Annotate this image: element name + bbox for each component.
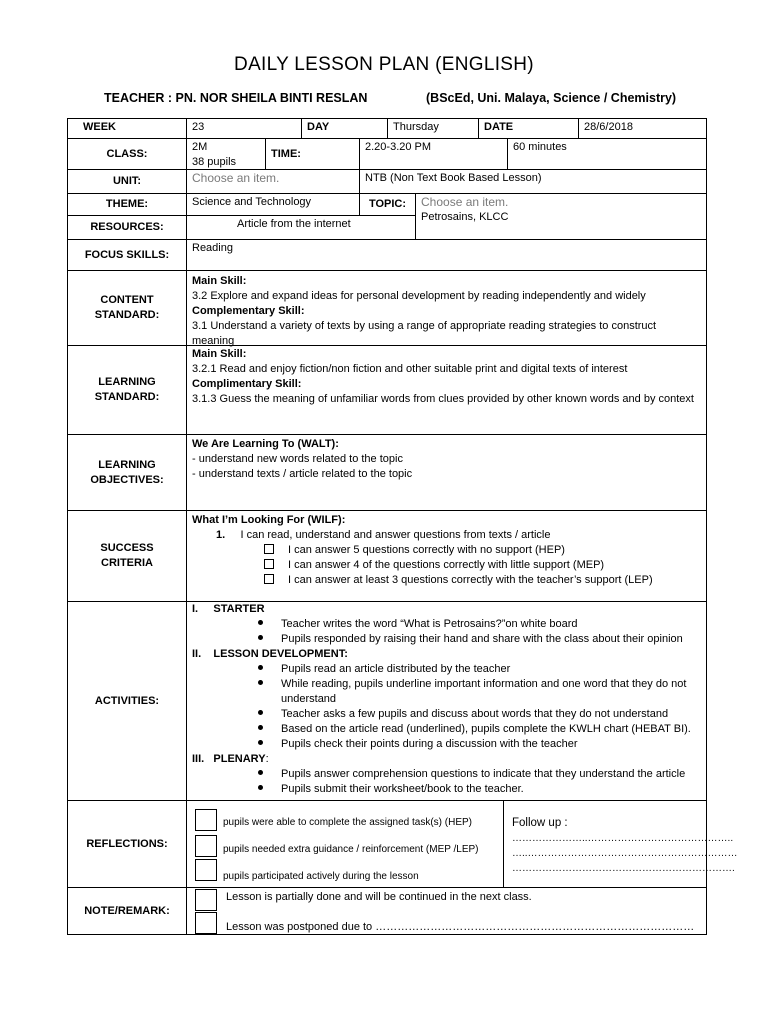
cs-comp-title: Complementary Skill:: [192, 305, 305, 317]
plenary-num: III.: [192, 753, 205, 765]
success-text: [186, 510, 707, 602]
unit-dropdown[interactable]: Choose an item.: [186, 169, 360, 194]
activities-label: ACTIVITIES:: [67, 601, 187, 801]
bullet-icon: [258, 725, 263, 730]
week-label: WEEK: [67, 118, 187, 139]
activity-item: [192, 722, 701, 737]
ls-comp: 3.1.3 Guess the meaning of unfamiliar words from clues provided by other known words and by context: [192, 393, 694, 405]
learning-standard-text: [186, 345, 707, 435]
starter-title: STARTER: [213, 603, 265, 615]
content-standard-label-line1: CONTENT: [100, 294, 154, 306]
class-label: CLASS:: [67, 138, 187, 170]
walt-title: We Are Learning To (WALT):: [192, 438, 339, 450]
reflections-label: REFLECTIONS:: [67, 800, 187, 888]
activity-text: Pupils responded by raising their hand and share with the class about their opinion: [281, 633, 683, 645]
content-standard-label: [67, 270, 187, 346]
activity-text: Based on the article read (underlined), pupils complete the KWLH chart (HEBAT BI).: [281, 723, 691, 735]
bullet-icon: [258, 635, 263, 640]
reflection-text: pupils were able to complete the assigned task(s) (HEP): [223, 817, 473, 828]
activity-item: [192, 767, 701, 782]
theme-value: Science and Technology: [186, 193, 360, 216]
reflection-checkbox[interactable]: [195, 809, 217, 831]
wilf-number: 1.: [216, 529, 226, 541]
activity-item: [192, 617, 701, 632]
walt-item: - understand texts / article related to the topic: [192, 468, 413, 480]
bullet-icon: [258, 740, 263, 745]
objectives-label-line1: LEARNING: [98, 458, 156, 471]
date-value: 28/6/2018: [578, 118, 707, 139]
cs-comp: 3.1 Understand a variety of texts by using a range of appropriate reading strategies to construct meaning: [192, 320, 657, 347]
day-value: Thursday: [387, 118, 479, 139]
day-label: DAY: [301, 118, 388, 139]
activity-item: [192, 737, 701, 752]
wilf-item-text: I can answer 4 of the questions correctly with little support (MEP): [288, 559, 605, 571]
bullet-icon: [258, 680, 263, 685]
date-label: DATE: [478, 118, 579, 139]
class-pupils: 38 pupils: [192, 156, 237, 168]
note-text: Lesson is partially done and will be continued in the next class.: [226, 891, 532, 903]
wilf-item-text: I can answer 5 questions correctly with no support (HEP): [288, 544, 565, 556]
activities-text: [186, 601, 707, 801]
objectives-label-line2: OBJECTIVES:: [90, 473, 164, 486]
reflection-checkbox[interactable]: [195, 835, 217, 857]
ls-comp-title: Complimentary Skill:: [192, 378, 302, 390]
activity-item: [192, 632, 701, 647]
reflection-text: pupils needed extra guidance / reinforcement (MEP /LEP): [223, 844, 479, 855]
page-title: DAILY LESSON PLAN (ENGLISH): [234, 54, 534, 75]
reflection-checkbox[interactable]: [195, 859, 217, 881]
development-num: II.: [192, 648, 202, 660]
walt-item: - understand new words related to the topic: [192, 453, 403, 465]
activity-text: Pupils check their points during a discussion with the teacher: [281, 738, 578, 750]
checkbox-icon[interactable]: [264, 544, 274, 554]
bullet-icon: [258, 770, 263, 775]
development-heading: [192, 647, 701, 662]
content-standard-label-line2: STANDARD:: [94, 309, 160, 321]
success-label-line2: CRITERIA: [101, 557, 153, 569]
resources-value: Article from the internet: [186, 215, 416, 240]
follow-up-line[interactable]: ………………………………………………………….: [512, 863, 735, 874]
wilf-item: [192, 573, 701, 588]
theme-label: THEME:: [67, 193, 187, 216]
ls-main: 3.2.1 Read and enjoy fiction/non fiction and other suitable print and digital texts of interest: [192, 363, 628, 375]
success-label: [67, 510, 187, 602]
topic-dropdown[interactable]: Choose an item.: [421, 195, 509, 209]
activity-text: Pupils read an article distributed by the teacher: [281, 663, 511, 675]
wilf-item-text: I can answer at least 3 questions correctly with the teacher’s support (LEP): [288, 574, 653, 586]
activity-item: [192, 662, 701, 677]
activity-item: [192, 707, 701, 722]
content-standard-text: [186, 270, 707, 346]
week-value: 23: [186, 118, 302, 139]
reflections-list: [186, 800, 504, 888]
note-checkbox[interactable]: [195, 912, 217, 934]
wilf-main: [192, 528, 701, 543]
plenary-title: PLENARY: [213, 753, 266, 765]
follow-up-line[interactable]: …………………..……………………………………..: [512, 833, 734, 844]
duration-value: 60 minutes: [507, 138, 707, 170]
note-checkbox[interactable]: [195, 889, 217, 911]
activity-text: Teacher asks a few pupils and discuss about words that they do not understand: [281, 708, 669, 720]
unit-label: UNIT:: [67, 169, 187, 194]
note-text: Lesson was postponed due to ……………………………………………………………………………: [226, 921, 695, 933]
starter-heading: [192, 602, 701, 617]
follow-up-line[interactable]: …..………………………………………………………: [512, 848, 738, 859]
plenary-colon: :: [265, 753, 269, 765]
lesson-type: NTB (Non Text Book Based Lesson): [359, 169, 707, 194]
learning-standard-label-line1: LEARNING: [98, 376, 156, 388]
activity-item: [192, 782, 701, 797]
note-list: [186, 887, 707, 935]
class-name: 2M: [192, 141, 208, 153]
development-title: LESSON DEVELOPMENT:: [213, 648, 348, 660]
activity-text: Teacher writes the word “What is Petrosains?”on white board: [281, 618, 578, 630]
note-label: NOTE/REMARK:: [67, 887, 187, 935]
teacher-qualification: (BScEd, Uni. Malaya, Science / Chemistry): [426, 91, 677, 105]
wilf-title: What I’m Looking For (WILF):: [192, 514, 346, 526]
learning-standard-label-line2: STANDARD:: [94, 391, 160, 403]
time-label: TIME:: [265, 138, 360, 170]
plenary-heading: [192, 752, 701, 767]
learning-standard-label: [67, 345, 187, 435]
class-value: [186, 138, 266, 170]
wilf-main-text: I can read, understand and answer questions from texts / article: [240, 529, 551, 541]
topic-place: Petrosains, KLCC: [421, 211, 509, 223]
objectives-label: [67, 434, 187, 511]
focus-value: Reading: [186, 239, 707, 271]
cs-main: 3.2 Explore and expand ideas for personal development by reading independently and widely: [192, 290, 646, 302]
focus-label: FOCUS SKILLS:: [67, 239, 187, 271]
activity-text: Pupils submit their worksheet/book to the teacher.: [281, 783, 524, 795]
activity-item: [192, 677, 701, 707]
topic-cell: [415, 193, 707, 240]
wilf-item: [192, 558, 701, 573]
objectives-text: [186, 434, 707, 511]
bullet-icon: [258, 785, 263, 790]
bullet-icon: [258, 620, 263, 625]
cs-main-title: Main Skill:: [192, 275, 247, 287]
resources-label: RESOURCES:: [67, 215, 187, 240]
teacher-name: TEACHER : PN. NOR SHEILA BINTI RESLAN: [104, 91, 368, 105]
time-value: 2.20-3.20 PM: [359, 138, 508, 170]
follow-up: [503, 800, 738, 888]
bullet-icon: [258, 710, 263, 715]
topic-label: TOPIC:: [359, 193, 416, 216]
activity-text: Pupils answer comprehension questions to indicate that they understand the article: [281, 768, 686, 780]
starter-num: I.: [192, 603, 199, 615]
follow-up-label: Follow up :: [512, 817, 568, 829]
wilf-item: [192, 543, 701, 558]
success-label-line1: SUCCESS: [100, 542, 154, 554]
checkbox-icon[interactable]: [264, 574, 274, 584]
lesson-plan-table: [67, 118, 738, 935]
reflection-text: pupils participated actively during the lesson: [223, 871, 419, 882]
checkbox-icon[interactable]: [264, 559, 274, 569]
ls-main-title: Main Skill:: [192, 348, 247, 360]
activity-text: While reading, pupils underline important information and one word that they do not understand: [281, 678, 687, 705]
bullet-icon: [258, 665, 263, 670]
